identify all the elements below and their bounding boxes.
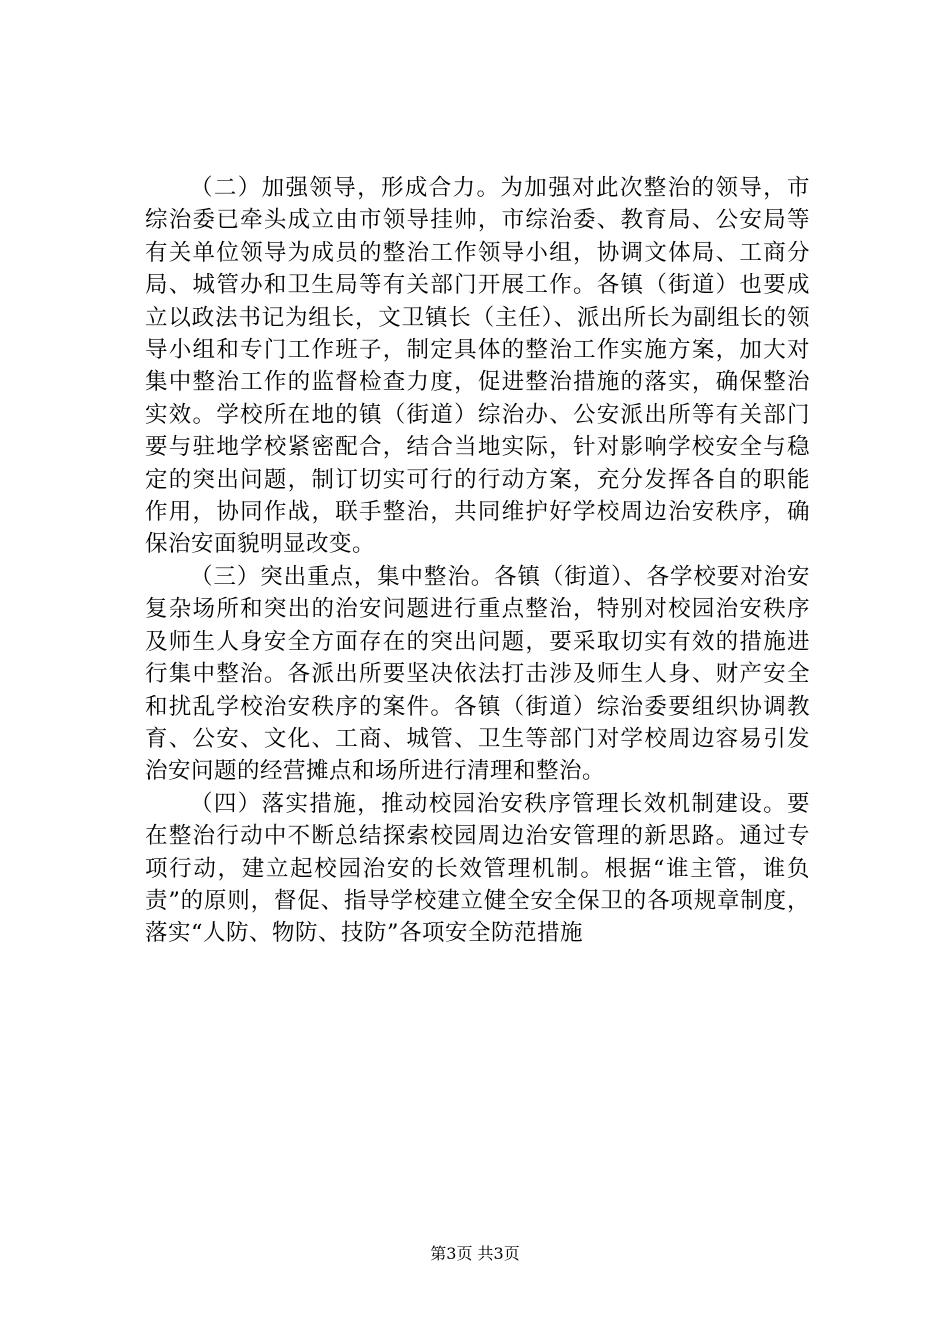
paragraph-4-implement-measures: （四）落实措施，推动校园治安秩序管理长效机制建设。要在整治行动中不断总结探索校园周边治安管理的新思路。通过专项行动，建立起校园治安的长效管理机制。根据“谁主管，谁负责”的原则，督促、指导学校建立健全安全保卫的各项规章制度，落实“人防、物防、技防”各项安全防范措施 [145, 790, 810, 947]
paragraph-3-focus-rectification: （三）突出重点，集中整治。各镇（街道）、各学校要对治安复杂场所和突出的治安问题进行重点整治，特别对校园治安秩序及师生人身安全方面存在的突出问题，要采取切实有效的措施进行集中整治。各派出所要坚决依法打击涉及师生人身、财产安全和扰乱学校治安秩序的案件。各镇（街道）综治委要组织协调教育、公安、文化、工商、城管、卫生等部门对学校周边容易引发治安问题的经营摊点和场所进行清理和整治。 [145, 563, 810, 785]
page-number-footer: 第3页 共3页 [430, 1244, 520, 1263]
document-body [145, 172, 810, 950]
paragraph-2-strengthen-leadership: （二）加强领导，形成合力。为加强对此次整治的领导，市综治委已牵头成立由市领导挂帅，市综治委、教育局、公安局等有关单位领导为成员的整治工作领导小组，协调文体局、工商分局、城管办和卫生局等有关部门开展工作。各镇（街道）也要成立以政法书记为组长，文卫镇长（主任）、派出所长为副组长的领导小组和专门工作班子，制定具体的整治工作实施方案，加大对集中整治工作的监督检查力度，促进整治措施的落实，确保整治实效。学校所在地的镇（街道）综治办、公安派出所等有关部门要与驻地学校紧密配合，结合当地实际，针对影响学校安全与稳定的突出问题，制订切实可行的行动方案，充分发挥各自的职能作用，协同作战，联手整治，共同维护好学校周边治安秩序，确保治安面貌明显改变。 [145, 175, 810, 558]
